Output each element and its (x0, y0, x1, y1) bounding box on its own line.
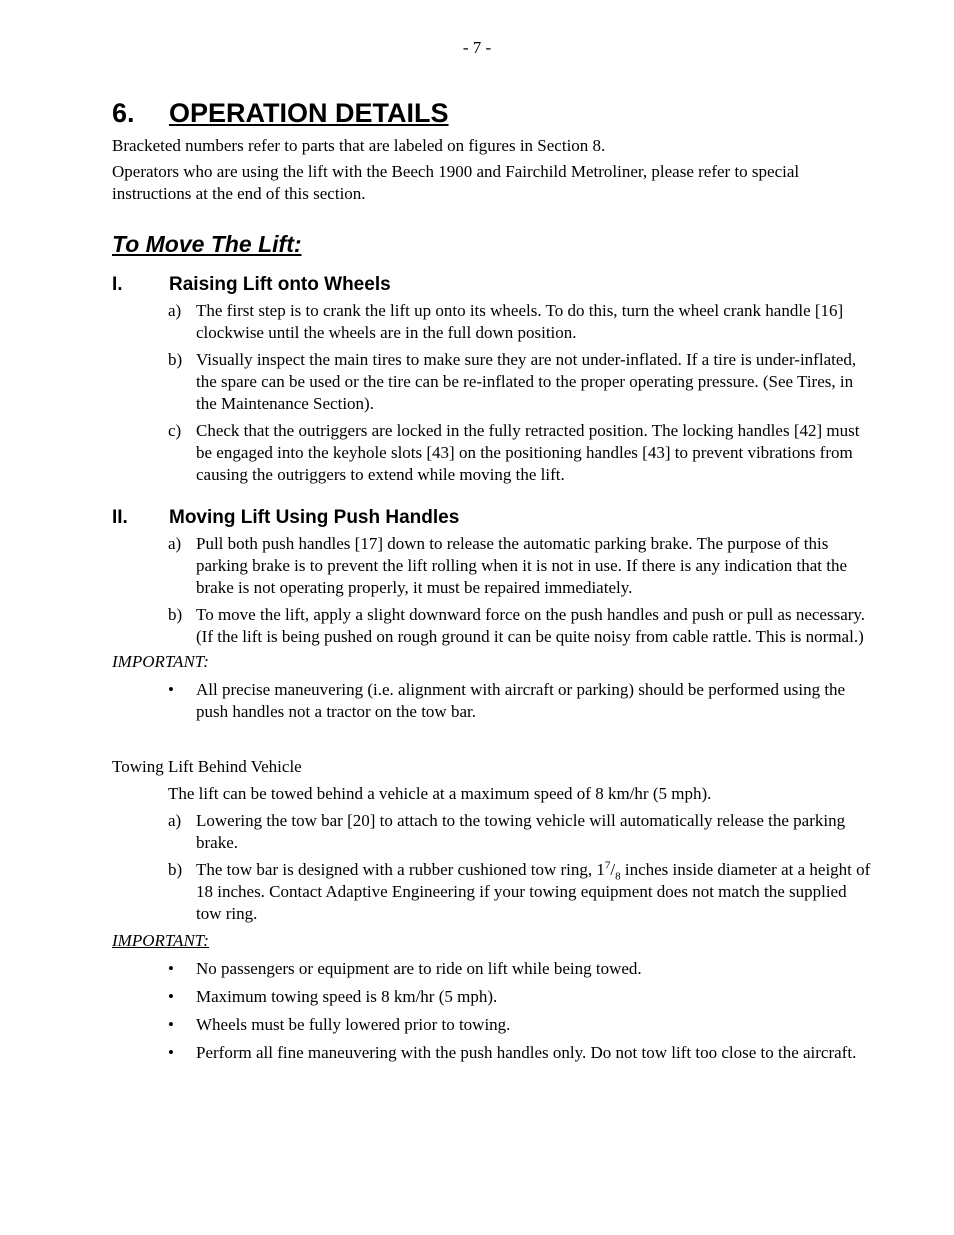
part-1-heading (112, 273, 872, 297)
item-label: a) (168, 534, 182, 553)
bullet-text: Maximum towing speed is 8 km/hr (5 mph). (196, 987, 498, 1006)
bullet-icon: • (168, 959, 174, 978)
section-number: 6. (112, 98, 135, 128)
important-label: IMPORTANT: (112, 652, 209, 671)
bullet-item (112, 679, 872, 723)
important-label-2: IMPORTANT: (112, 931, 209, 950)
bullet-item (112, 958, 872, 980)
move-lift-heading: To Move The Lift: (112, 231, 302, 257)
part-1-title: Raising Lift onto Wheels (169, 274, 391, 295)
list-item (112, 533, 872, 599)
bullet-text: Wheels must be fully lowered prior to towing. (196, 1015, 511, 1034)
towing-list (112, 810, 872, 925)
item-text-post: inches inside diameter at a height of 18 inches. Contact Adaptive Engineering if your towing equipment does not match the supplied tow ring. (196, 860, 871, 923)
list-item (112, 604, 872, 648)
list-item (112, 420, 872, 486)
part-2-list (112, 533, 872, 648)
towing-bullets (112, 958, 872, 1064)
item-text: The first step is to crank the lift up onto its wheels. To do this, turn the wheel crank handle [16] clockwise until the wheels are in the full down position. (196, 301, 844, 342)
part-2-bullets (112, 679, 872, 723)
towing-heading: Towing Lift Behind Vehicle (112, 757, 302, 776)
item-text-pre: The tow bar is designed with a rubber cushioned tow ring, 1 (196, 860, 605, 879)
item-label: b) (168, 350, 183, 369)
item-text: Lowering the tow bar [20] to attach to the towing vehicle will automatically release the parking brake. (196, 811, 846, 852)
fraction-denominator: 8 (615, 870, 621, 883)
page-number: - 7 - (462, 38, 492, 57)
bullet-text: All precise maneuvering (i.e. alignment with aircraft or parking) should be performed using the push handles not a tractor on the tow bar. (196, 680, 846, 721)
fraction-slash: / (610, 860, 616, 879)
bullet-icon: • (168, 1043, 174, 1062)
towing-text: The lift can be towed behind a vehicle at a maximum speed of 8 km/hr (5 mph). (168, 784, 712, 803)
bullet-item (112, 1014, 872, 1036)
part-1-number: I. (112, 274, 123, 295)
intro-paragraph-1: Bracketed numbers refer to parts that are labeled on figures in Section 8. (112, 136, 606, 155)
bullet-item (112, 1042, 872, 1064)
list-item (112, 859, 872, 925)
list-item (112, 810, 872, 854)
part-2-number: II. (112, 507, 128, 528)
item-label: a) (168, 811, 182, 830)
fraction-numerator: 7 (604, 859, 611, 872)
bullet-icon: • (168, 1015, 174, 1034)
item-label: a) (168, 301, 182, 320)
intro-paragraph-2: Operators who are using the lift with the Beech 1900 and Fairchild Metroliner, please refer to special instructions at the end of this section. (112, 162, 800, 203)
item-text: Visually inspect the main tires to make sure they are not under-inflated. If a tire is under-inflated, the spare can be used or the tire can be re-inflated to the proper operating pressure. (See Tires, in the Maintenance Section). (196, 350, 857, 413)
bullet-text: Perform all fine maneuvering with the push handles only. Do not tow lift too close to the aircraft. (196, 1043, 857, 1062)
item-label: b) (168, 605, 183, 624)
part-1-list (112, 300, 872, 486)
item-text: Pull both push handles [17] down to release the automatic parking brake. The purpose of this parking brake is to prevent the lift rolling when it is not in use. If there is any indication that the brake is not operating properly, it must be repaired immediately. (196, 534, 848, 597)
item-text: To move the lift, apply a slight downward force on the push handles and push or pull as necessary. (If the lift is being pushed on rough ground it can be quite noisy from cable rattle. This is normal.) (196, 605, 866, 646)
bullet-text: No passengers or equipment are to ride on lift while being towed. (196, 959, 642, 978)
bullet-icon: • (168, 680, 174, 699)
part-2-title: Moving Lift Using Push Handles (169, 507, 460, 528)
bullet-item (112, 986, 872, 1008)
item-label: b) (168, 860, 183, 879)
page-content (112, 96, 872, 1064)
part-2-heading (112, 506, 872, 530)
section-title: OPERATION DETAILS (169, 98, 449, 128)
item-text: Check that the outriggers are locked in the fully retracted position. The locking handles [42] must be engaged into the keyhole slots [43] on the positioning handles [43] to prevent vibrations from causing the outriggers to extend while moving the lift. (196, 421, 860, 484)
list-item (112, 300, 872, 344)
list-item (112, 349, 872, 415)
section-heading (112, 96, 872, 130)
item-label: c) (168, 421, 182, 440)
bullet-icon: • (168, 987, 174, 1006)
